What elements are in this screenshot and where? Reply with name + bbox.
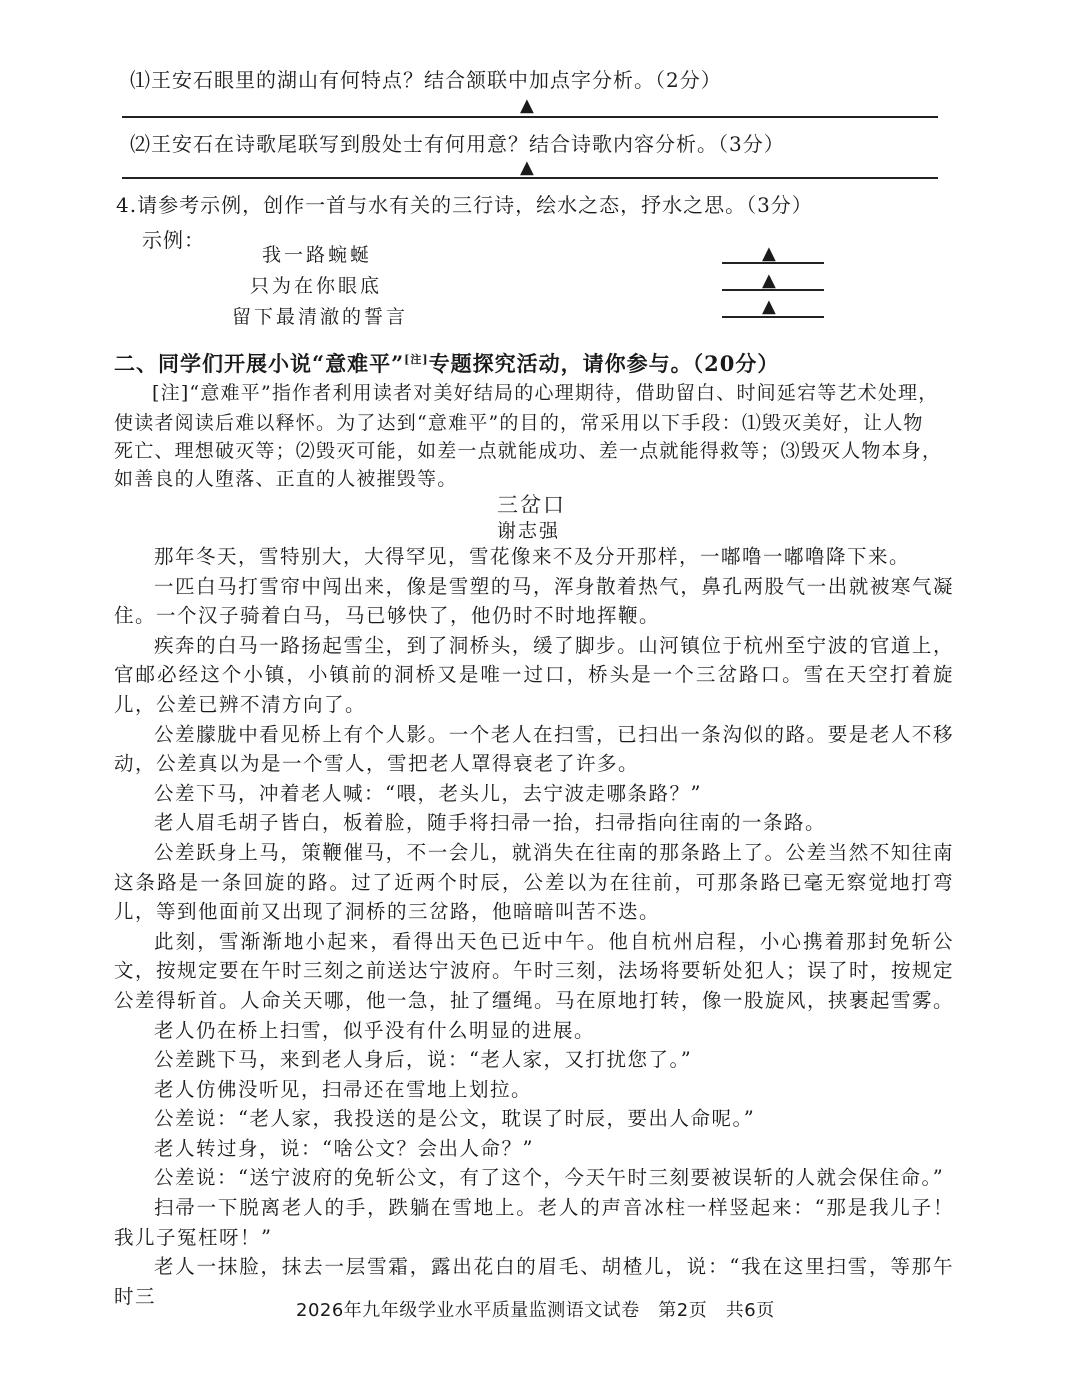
story-paragraph: 一匹白马打雪帘中闯出来，像是雪塑的马，浑身散着热气，鼻孔两股气一出就被寒气凝住。一个汉子骑着白马，马已够快了，他仍时不时地挥鞭。	[114, 574, 954, 628]
question-3-2: ⑵王安石在诗歌尾联写到殷处士有何用意？结合诗歌内容分析。（3分）	[130, 132, 785, 156]
answer-marker-3-1: ▲	[520, 95, 534, 116]
answer-line-4-1[interactable]	[722, 262, 824, 264]
story-paragraph: 老人转过身，说：“啥公文？会出人命？”	[154, 1136, 534, 1160]
note-line-2: 使读者阅读后难以释怀。为了达到“意难平”的目的，常采用以下手段：⑴毁灭美好，让人物	[114, 412, 924, 434]
story-paragraph: 那年冬天，雪特别大，大得罕见，雪花像来不及分开那样，一嘟噜一嘟噜降下来。	[154, 545, 911, 568]
story-author: 谢志强	[497, 520, 561, 542]
answer-marker-3-2: ▲	[520, 157, 534, 178]
story-paragraph: 扫帚一下脱离老人的手，跌躺在雪地上。老人的声音冰柱一样竖起来：“那是我儿子！我儿子冤枉呀！”	[114, 1196, 954, 1249]
question-3-1: ⑴王安石眼里的湖山有何特点？结合颔联中加点字分析。（2分）	[130, 68, 722, 92]
story-paragraph: 老人仍在桥上扫雪，似乎没有什么明显的进展。	[154, 1018, 596, 1042]
example-line-2: 只为在你眼底	[250, 275, 383, 297]
page-footer: 2026年九年级学业水平质量监测语文试卷 第2页 共6页	[296, 1300, 775, 1321]
answer-line-3-1[interactable]	[122, 116, 938, 118]
answer-line-3-2[interactable]	[122, 177, 938, 179]
example-line-3: 留下最清澈的誓言	[232, 306, 409, 328]
example-label: 示例：	[142, 228, 205, 252]
note-line-3: 死亡、理想破灭等；⑵毁灭可能，如差一点就能成功、差一点就能得救等；⑶毁灭人物本身，	[114, 440, 943, 462]
answer-marker-4-1: ▲	[762, 243, 776, 264]
note-line-4: 如善良的人堕落、正直的人被摧毁等。	[114, 468, 458, 490]
story-paragraph: 老人眉毛胡子皆白，板着脸，随手将扫帚一抬，扫帚指向往南的一条路。	[154, 811, 827, 835]
story-paragraph: 疾奔的白马一路扬起雪尘，到了洞桥头，缓了脚步。山河镇位于杭州至宁波的官道上，官邮必经这个小镇，小镇前的洞桥又是唯一过口，桥头是一个三岔路口。雪在天空打着旋儿，公差已辨不清方向了。	[114, 633, 954, 716]
story-body	[114, 542, 954, 1311]
answer-line-4-3[interactable]	[722, 316, 824, 318]
story-paragraph: 老人一抹脸，抹去一层雪霜，露出花白的眉毛、胡楂儿，说：“我在这里扫雪，等那午时三	[114, 1255, 954, 1308]
story-paragraph: 公差说：“老人家，我投送的是公文，耽误了时辰，要出人命呢。”	[154, 1107, 756, 1131]
section-2-heading-part2: 专题探究活动，请你参与。（20分）	[428, 351, 780, 376]
story-paragraph: 公差说：“送宁波府的免斩公文，有了这个，今天午时三刻要被误斩的人就会保住命。”	[154, 1166, 945, 1190]
story-title: 三岔口	[497, 493, 566, 517]
answer-marker-4-2: ▲	[762, 270, 776, 291]
story-paragraph: 公差朦胧中看见桥上有个人影。一个老人在扫雪，已扫出一条沟似的路。要是老人不移动，公差真以为是一个雪人，雪把老人罩得衰老了许多。	[114, 722, 954, 776]
section-2-heading-part1: 二、同学们开展小说“意难平”	[114, 351, 405, 376]
note-line-1: [注]“意难平”指作者利用读者对美好结局的心理期待，借助留白、时间延宕等艺术处理，	[152, 382, 939, 404]
story-paragraph: 公差下马，冲着老人喊：“喂，老头儿，去宁波走哪条路？”	[154, 781, 702, 805]
answer-marker-4-3: ▲	[762, 296, 776, 317]
story-paragraph: 此刻，雪渐渐地小起来，看得出天色已近中午。他自杭州启程，小心携着那封免斩公文，按规定要在午时三刻之前送达宁波府。午时三刻，法场将要斩处犯人；误了时，按规定公差得斩首。人命关天哪，他一急，扯了缰绳。马在原地打转，像一股旋风，挟裹起雪雾。	[114, 929, 955, 1012]
story-paragraph: 公差跃身上马，策鞭催马，不一会儿，就消失在往南的那条路上了。公差当然不知往南这条路是一条回旋的路。过了近两个时辰，公差以为在往前，可那条路已毫无察觉地打弯儿，等到他面前又出现了洞桥的三岔路，他暗暗叫苦不迭。	[114, 840, 954, 924]
example-line-1: 我一路蜿蜒	[262, 244, 373, 266]
note-marker: [注]	[404, 353, 429, 366]
story-paragraph: 公差跳下马，来到老人身后，说：“老人家，又打扰您了。”	[154, 1048, 693, 1072]
answer-line-4-2[interactable]	[722, 289, 824, 291]
section-2-heading	[114, 348, 779, 378]
question-4: 4.请参考示例，创作一首与水有关的三行诗，绘水之态，抒水之思。（3分）	[116, 193, 813, 217]
story-paragraph: 老人仿佛没听见，扫帚还在雪地上划拉。	[154, 1077, 533, 1101]
